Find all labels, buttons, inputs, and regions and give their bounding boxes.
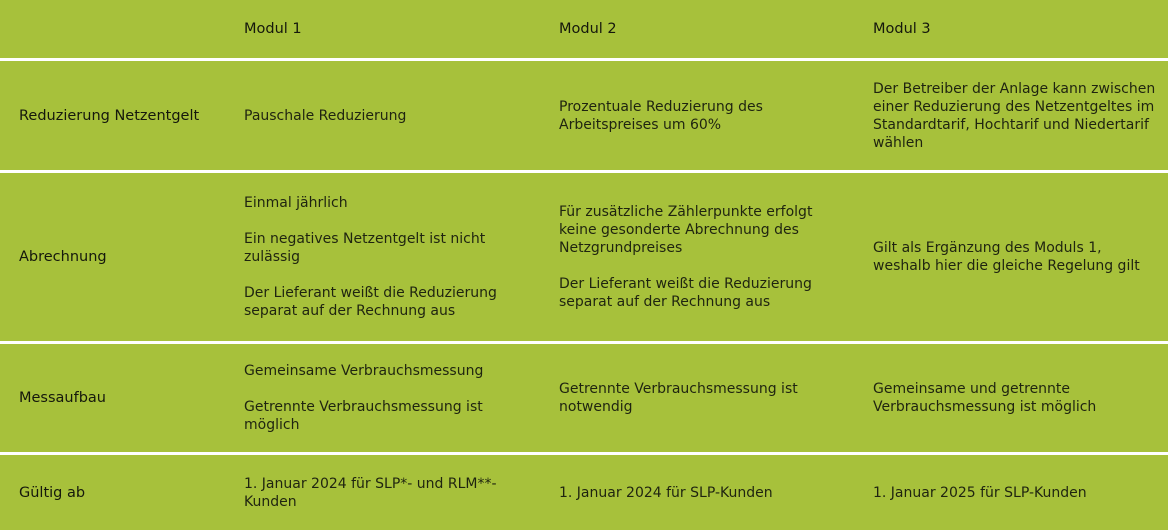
row-3-modul-3 bbox=[873, 380, 1163, 416]
header-row bbox=[0, 0, 1168, 58]
cell-text: Gemeinsame und getrennte Verbrauchsmessung ist möglich bbox=[873, 381, 1097, 415]
cell-text: Pauschale Reduzierung bbox=[244, 107, 407, 124]
table-row bbox=[0, 344, 1168, 452]
row-label-abrechnung: Abrechnung bbox=[19, 249, 107, 265]
cell-text: Der Betreiber der Anlage kann zwischen einer Reduzierung des Netzentgeltes im Standardtarif, Hochtarif und Niedertarif wählen bbox=[873, 80, 1156, 151]
cell-text: Prozentuale Reduzierung des Arbeitspreises um 60% bbox=[559, 98, 763, 133]
row-3-modul-2 bbox=[559, 380, 849, 416]
cell-text: Ein negatives Netzentgelt ist nicht zulässig bbox=[244, 231, 486, 265]
header-modul-2: Modul 2 bbox=[559, 21, 617, 37]
row-2-modul-1 bbox=[244, 194, 534, 320]
cell-text: 1. Januar 2025 für SLP-Kunden bbox=[873, 484, 1087, 501]
header-modul-1: Modul 1 bbox=[244, 21, 302, 37]
row-2-modul-2 bbox=[559, 203, 849, 311]
row-4-modul-1 bbox=[244, 475, 534, 511]
cell-text: Gilt als Ergänzung des Moduls 1, weshalb hier die gleiche Regelung gilt bbox=[873, 240, 1140, 274]
row-label-gueltig-ab: Gültig ab bbox=[19, 484, 86, 501]
table-row bbox=[0, 455, 1168, 530]
row-label-reduzierung: Reduzierung Netzentgelt bbox=[19, 107, 200, 124]
cell-text: 1. Januar 2024 für SLP-Kunden bbox=[559, 484, 773, 501]
table-row bbox=[0, 61, 1168, 170]
row-1-modul-1 bbox=[244, 107, 534, 125]
row-1-modul-2 bbox=[559, 98, 849, 134]
cell-text: 1. Januar 2024 für SLP*- und RLM**-Kunden bbox=[244, 475, 497, 510]
row-label-messaufbau: Messaufbau bbox=[19, 390, 106, 406]
cell-text: Gemeinsame Verbrauchsmessung bbox=[244, 363, 484, 379]
header-modul-3: Modul 3 bbox=[873, 21, 931, 37]
row-2-modul-3 bbox=[873, 239, 1163, 275]
cell-text: Getrennte Verbrauchsmessung ist möglich bbox=[244, 399, 483, 433]
cell-text: Der Lieferant weißt die Reduzierung separat auf der Rechnung aus bbox=[559, 276, 812, 310]
row-3-modul-1 bbox=[244, 362, 534, 434]
row-4-modul-2 bbox=[559, 484, 849, 502]
cell-text: Getrennte Verbrauchsmessung ist notwendig bbox=[559, 381, 798, 415]
cell-text: Für zusätzliche Zählerpunkte erfolgt keine gesonderte Abrechnung des Netzgrundpreises bbox=[559, 204, 813, 256]
row-4-modul-3 bbox=[873, 484, 1163, 502]
cell-text: Der Lieferant weißt die Reduzierung separat auf der Rechnung aus bbox=[244, 285, 497, 319]
row-1-modul-3 bbox=[873, 80, 1163, 152]
table-row bbox=[0, 173, 1168, 341]
cell-text: Einmal jährlich bbox=[244, 195, 348, 211]
